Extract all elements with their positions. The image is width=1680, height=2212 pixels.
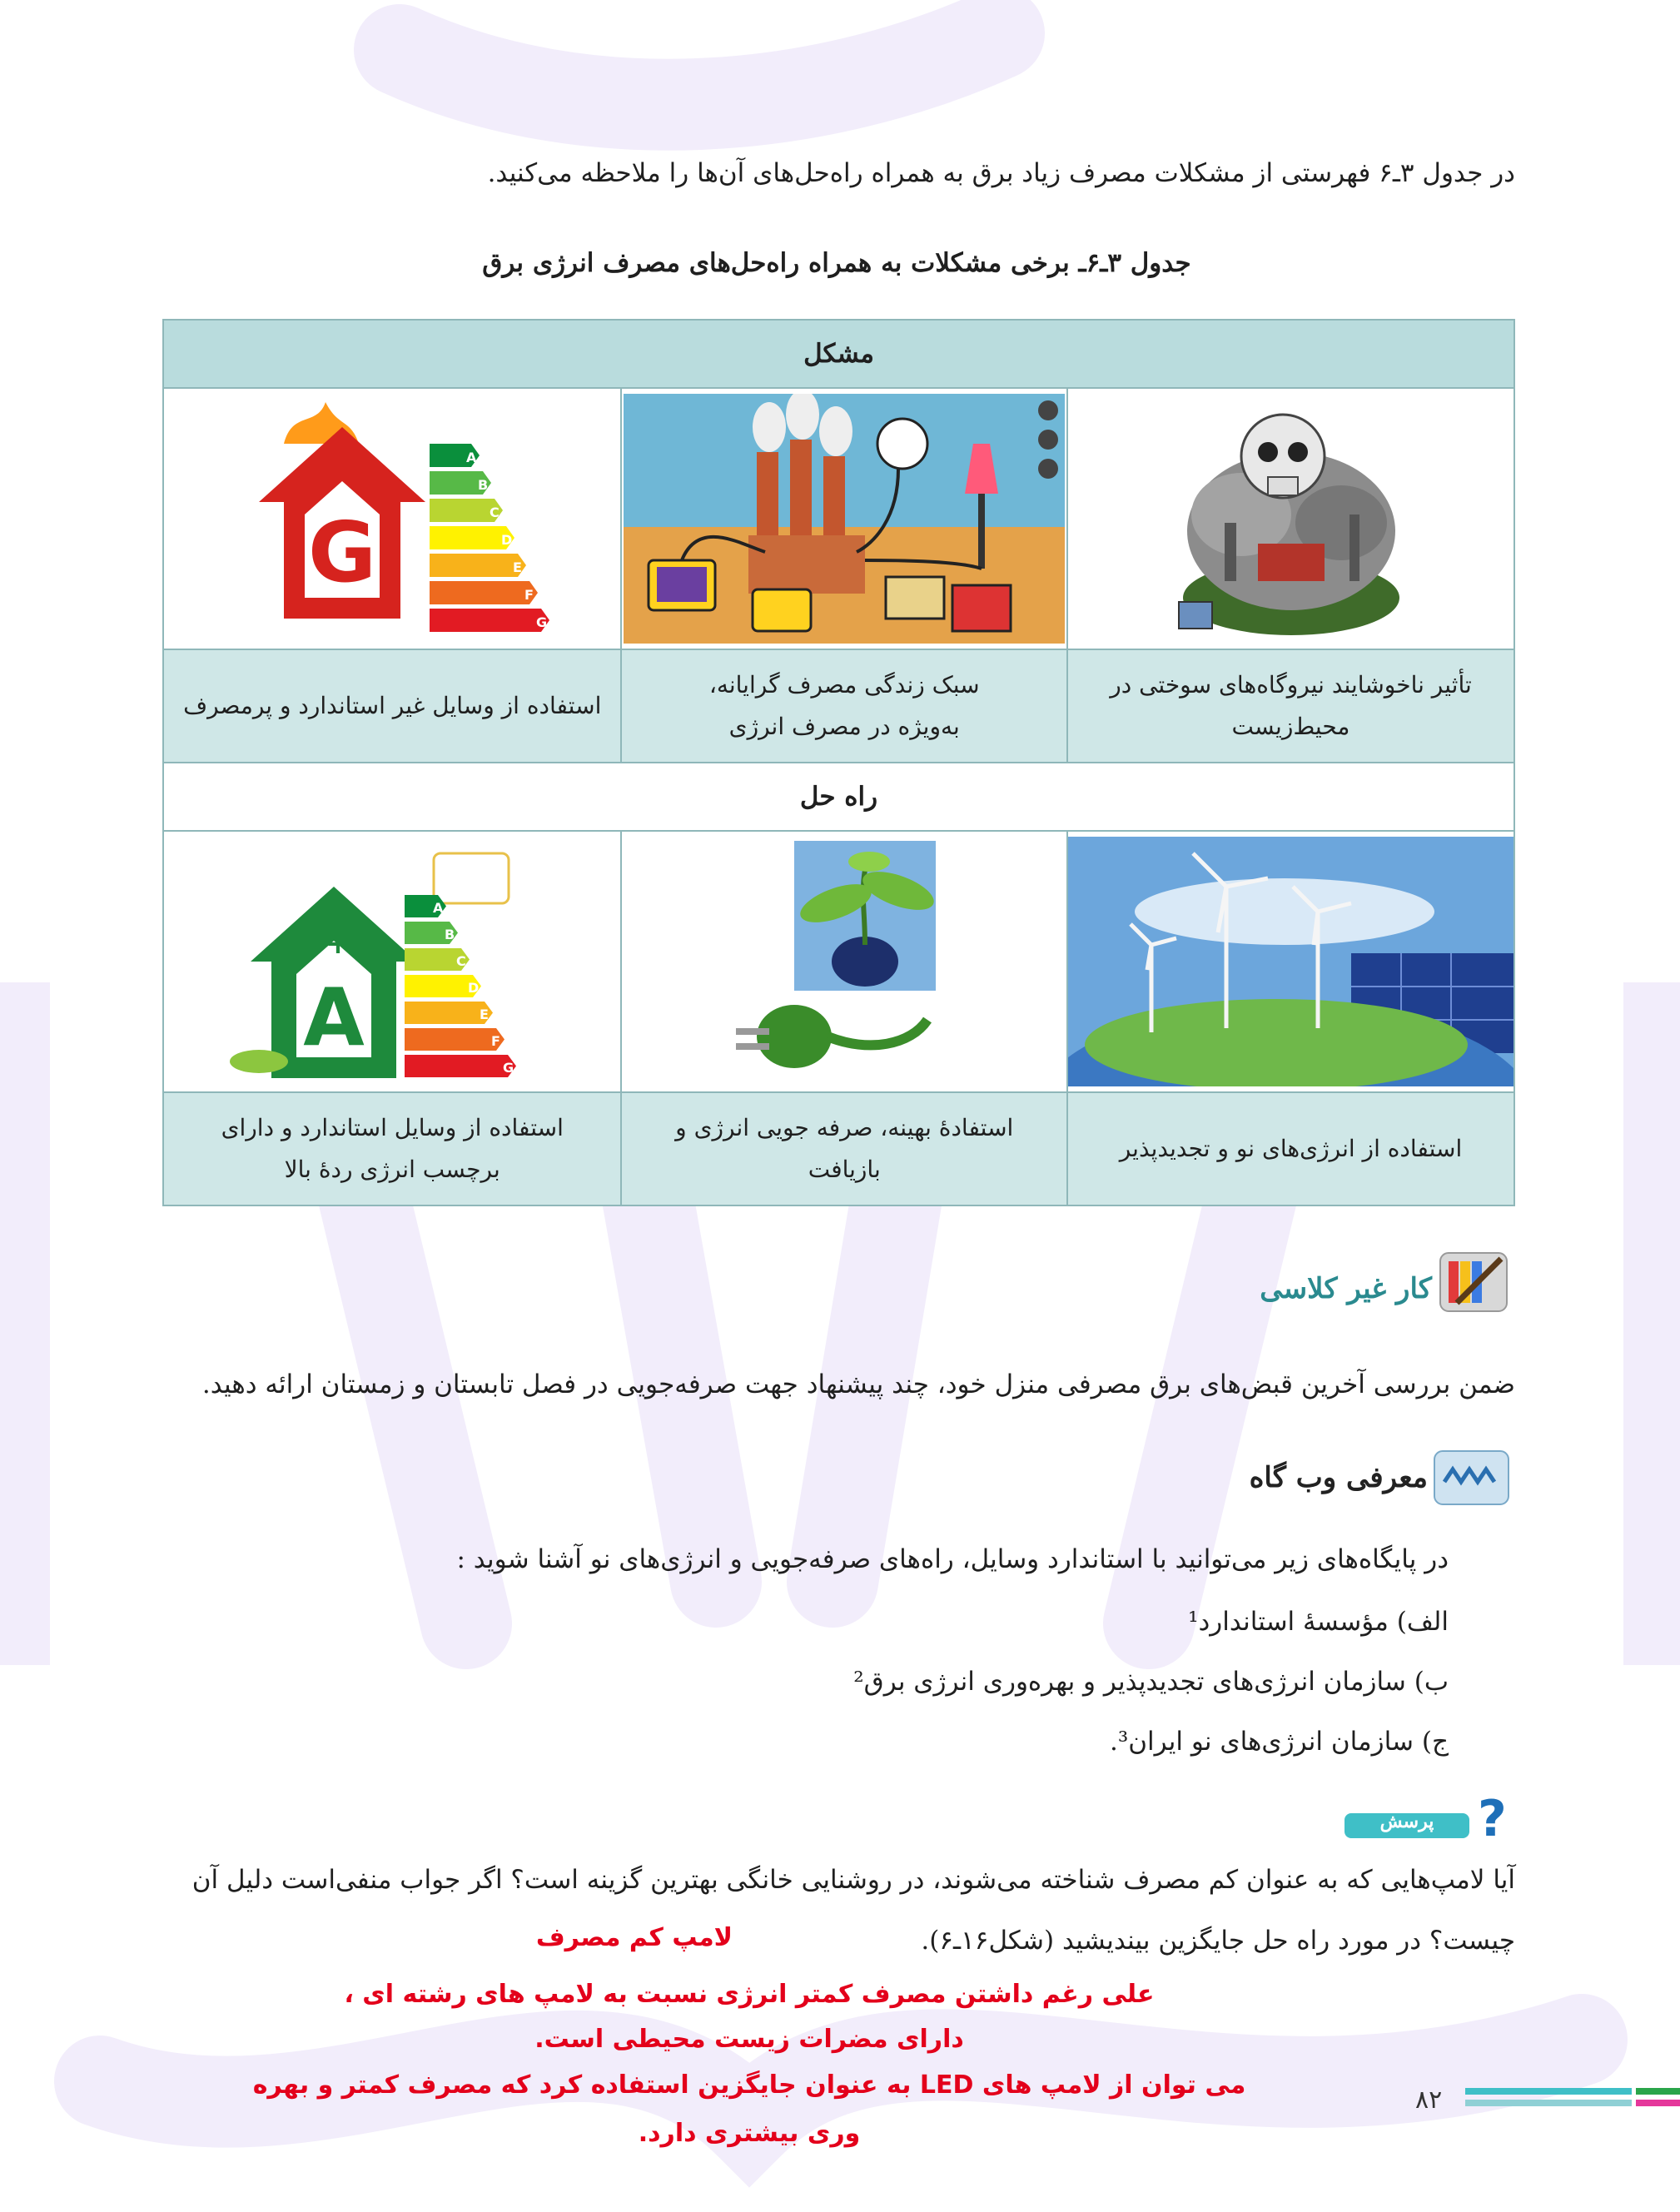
- energy-label-g-house-icon: [226, 394, 559, 644]
- energy-bar-letter: A: [433, 900, 444, 916]
- problem-image-cell-2: [621, 388, 1067, 649]
- polluted-earth-skull-icon: [1166, 398, 1416, 639]
- answer-line-0: لامپ کم مصرف: [535, 1923, 733, 1952]
- energy-bar-letter: F: [524, 587, 534, 603]
- solution-image-cell-1: [1067, 831, 1514, 1092]
- energy-bar-letter: G: [536, 614, 548, 630]
- energy-bar: [405, 1055, 516, 1077]
- question-title: پرسش: [1379, 1811, 1434, 1832]
- answer-line-4: وری بیشتری دارد.: [638, 2119, 861, 2148]
- energy-bar-letter: D: [468, 980, 480, 996]
- problem-text-1: تأثیر ناخوشایند نیروگاه‌های سوختی در محیط‌زیست: [1067, 649, 1514, 763]
- energy-bar: [430, 554, 526, 577]
- energy-bars-a: [405, 895, 516, 1077]
- solution-text-1: استفاده از انرژی‌های نو و تجدیدپذیر: [1067, 1092, 1514, 1205]
- answer-line-2: دارای مضرات زیست محیطی است.: [534, 2025, 964, 2054]
- question-line-2: چیست؟ در مورد راه حل جایگزین بیندیشید (شکل۱۶ـ۶).: [921, 1926, 1515, 1956]
- answer-line-3: می توان از لامپ های LED به عنوان جایگزین استفاده کرد که مصرف کمتر و بهره: [252, 2070, 1246, 2100]
- websites-intro: در پایگاه‌های زیر می‌توانید با استاندارد وسایل، راه‌های صرفه‌جویی و انرژی‌های نو آشنا شوید :: [456, 1544, 1449, 1574]
- energy-label-a-house-icon: [226, 837, 559, 1086]
- energy-bar: [430, 581, 538, 604]
- website-item-2: ب) سازمان انرژی‌های تجدیدپذیر و بهره‌وری انرژی برق²: [853, 1667, 1449, 1697]
- question-line-1: آیا لامپ‌هایی که به عنوان کم مصرف شناخته می‌شوند، در روشنایی خانگی بهترین گزینه است؟ اگر جواب منفی‌است دلیل آن: [191, 1865, 1515, 1895]
- homework-title: کار غیر کلاسی: [1260, 1272, 1432, 1305]
- energy-bar-letter: F: [491, 1033, 501, 1049]
- energy-bar-letter: G: [503, 1060, 514, 1076]
- solution-text-2: استفادهٔ بهینه، صرفه جویی انرژی و بازیافت: [621, 1092, 1067, 1205]
- energy-bar-letter: E: [480, 1007, 490, 1022]
- energy-bar-letter: C: [490, 505, 500, 520]
- label-a-plus: ++: [326, 927, 376, 961]
- website-icon: [1432, 1449, 1511, 1507]
- intro-paragraph: در جدول ۳ـ۶ فهرستی از مشکلات مصرف زیاد برق به همراه راه‌حل‌های آن‌ها را ملاحظه می‌کنید.: [487, 158, 1515, 188]
- problem-text-3: استفاده از وسایل غیر استاندارد و پرمصرف: [163, 649, 621, 763]
- label-a-letter: A: [303, 972, 365, 1064]
- homework-text: ضمن بررسی آخرین قبض‌های برق مصرفی منزل خود، چند پیشنهاد جهت صرفه‌جویی در فصل تابستان و زمستان ارائه دهید.: [201, 1369, 1515, 1399]
- energy-bar-letter: B: [478, 477, 489, 493]
- solution-image-cell-2: [621, 831, 1067, 1092]
- energy-bar-letter: E: [513, 559, 523, 575]
- problem-text-2: سبک زندگی مصرف گرایانه، به‌ویژه در مصرف انرژی: [621, 649, 1067, 763]
- energy-bars-g: [430, 444, 549, 632]
- energy-bar-letter: A: [466, 450, 477, 465]
- energy-bar: [430, 609, 549, 632]
- footer-bar: [1465, 2081, 1680, 2115]
- energy-bar-letter: B: [445, 927, 455, 942]
- solution-text-3: استفاده از وسایل استاندارد و دارای برچسب انرژی ردهٔ بالا: [163, 1092, 621, 1205]
- label-g-letter: G: [308, 504, 377, 601]
- page-number: ۸۲: [1415, 2085, 1443, 2115]
- answer-line-1: علی رغم داشتن مصرف کمتر انرژی نسبت به لامپ های رشته ای ،: [344, 1980, 1155, 2009]
- energy-bar-letter: D: [501, 532, 513, 548]
- wind-solar-earth-icon: [1068, 837, 1513, 1086]
- energy-bar: [405, 1028, 504, 1051]
- energy-bar-letter: C: [456, 953, 466, 969]
- website-item-1: الف) مؤسسهٔ استاندارد¹: [1188, 1607, 1449, 1637]
- problems-solutions-table: [162, 319, 1515, 1206]
- table-title: جدول ۳ـ۶ـ برخی مشکلات به همراه راه‌حل‌های مصرف انرژی برق: [482, 248, 1191, 278]
- problems-header: مشکل: [163, 320, 1514, 388]
- problem-image-cell-3: [163, 388, 621, 649]
- paintbrush-icon: [1436, 1249, 1511, 1315]
- solution-image-cell-3: [163, 831, 621, 1092]
- website-item-3: ج) سازمان انرژی‌های نو ایران³.: [1109, 1727, 1449, 1757]
- consumer-appliances-factory-icon: [624, 394, 1065, 644]
- svg-text:?: ?: [1478, 1790, 1507, 1844]
- problem-image-cell-1: [1067, 388, 1514, 649]
- websites-title: معرفی وب گاه: [1249, 1461, 1428, 1494]
- solutions-header: راه حل: [163, 763, 1514, 831]
- plant-plug-icon: [703, 837, 986, 1086]
